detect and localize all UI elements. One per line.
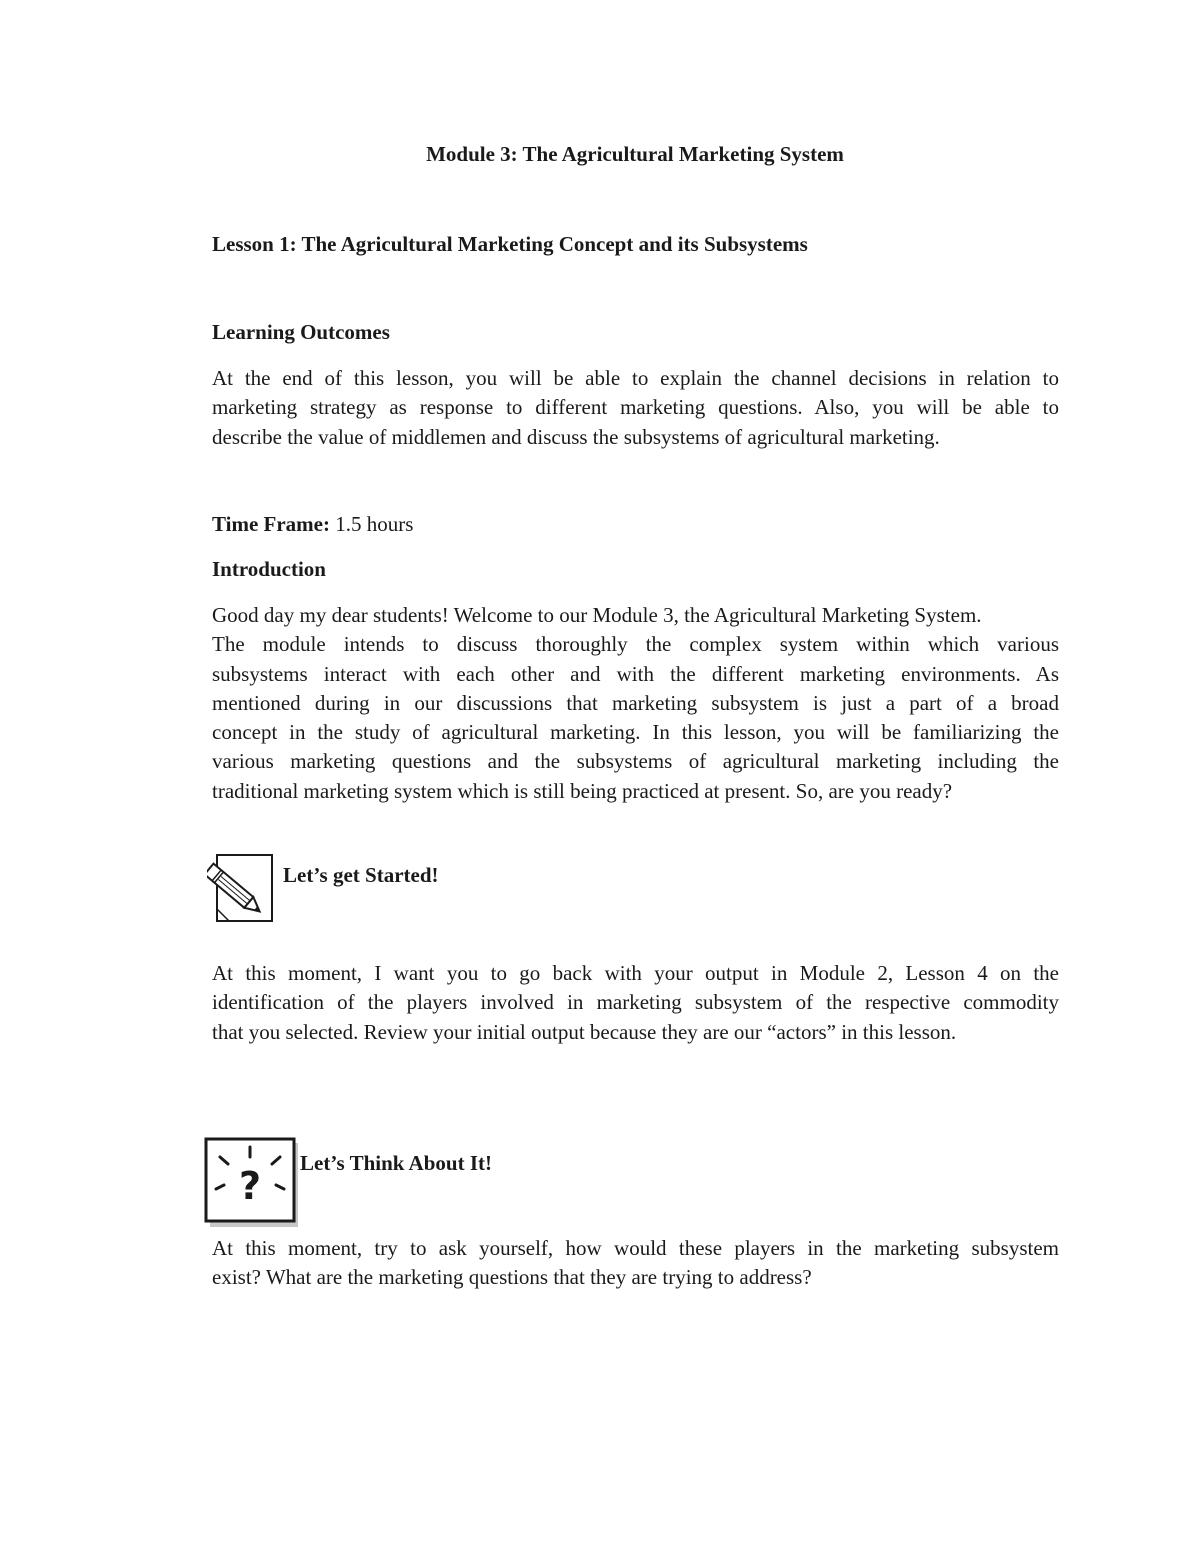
paragraph-line: mentioned during in our discussions that marketing subsystem is just a part of a broad [212, 690, 1059, 715]
paragraph-line: subsystems interact with each other and with the different marketing environments. As [212, 661, 1059, 686]
svg-text:?: ? [238, 1164, 262, 1208]
get-started-paragraph [212, 959, 1059, 1047]
lesson-title: Lesson 1: The Agricultural Marketing Concept and its Subsystems [212, 232, 808, 256]
paragraph-line: concept in the study of agricultural marketing. In this lesson, you will be familiarizing the [212, 720, 1059, 745]
paragraph-line: exist? What are the marketing questions that they are trying to address? [212, 1265, 812, 1290]
learning-outcomes-paragraph [212, 364, 1059, 452]
paragraph-line: that you selected. Review your initial output because they are our “actors” in this lesson. [212, 1019, 957, 1044]
paragraph-line: At the end of this lesson, you will be able to explain the channel decisions in relation to [212, 366, 1059, 390]
time-frame [212, 512, 413, 537]
question-bulb-icon [204, 1137, 298, 1227]
paragraph-line: various marketing questions and the subsystems of agricultural marketing including the [212, 749, 1059, 774]
pencil-icon [207, 853, 275, 925]
paragraph-line: Good day my dear students! Welcome to our Module 3, the Agricultural Marketing System. [212, 603, 982, 627]
think-about-it-paragraph [212, 1234, 1059, 1293]
time-frame-label: Time Frame: [212, 512, 330, 536]
introduction-heading: Introduction [212, 557, 326, 581]
module-title: Module 3: The Agricultural Marketing System [426, 142, 844, 166]
paragraph-line: At this moment, try to ask yourself, how would these players in the marketing subsystem [212, 1236, 1059, 1260]
get-started-heading: Let’s get Started! [283, 863, 439, 887]
paragraph-line: The module intends to discuss thoroughly the complex system within which various [212, 632, 1059, 657]
paragraph-line: marketing strategy as response to different marketing questions. Also, you will be able to [212, 395, 1059, 420]
paragraph-line: traditional marketing system which is still being practiced at present. So, are you ready? [212, 778, 953, 803]
introduction-paragraph [212, 601, 1059, 806]
paragraph-line: At this moment, I want you to go back with your output in Module 2, Lesson 4 on the [212, 961, 1059, 985]
think-about-it-heading: Let’s Think About It! [300, 1151, 492, 1175]
paragraph-line: describe the value of middlemen and discuss the subsystems of agricultural marketing. [212, 424, 940, 449]
time-frame-value: 1.5 hours [329, 512, 414, 536]
learning-outcomes-heading: Learning Outcomes [212, 320, 390, 344]
paragraph-line: identification of the players involved in marketing subsystem of the respective commodity [212, 990, 1059, 1015]
